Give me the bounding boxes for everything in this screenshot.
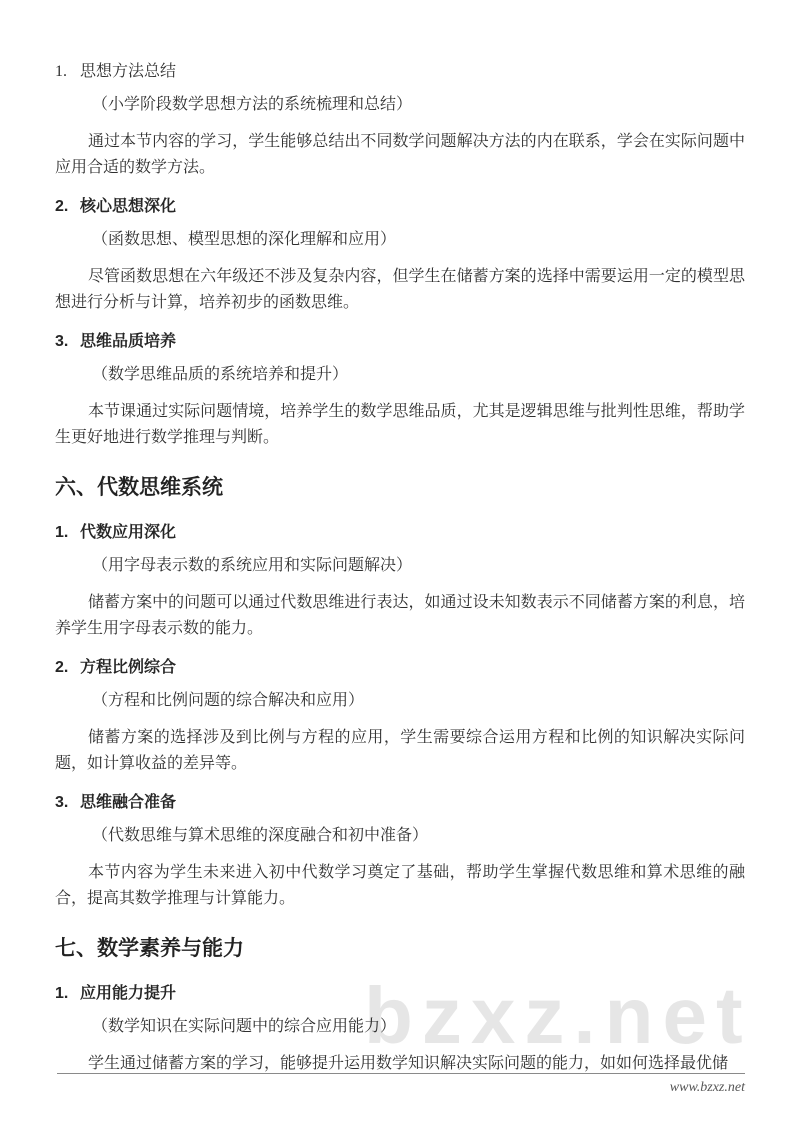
numbered-item <box>55 197 745 217</box>
numbered-item <box>55 984 745 1004</box>
item-number: 2. <box>55 198 69 215</box>
paragraph: 储蓄方案中的问题可以通过代数思维进行表达，如通过设未知数表示不同储蓄方案的利息，培养学生用字母表示数的能力。 <box>55 594 745 637</box>
numbered-item <box>55 332 745 352</box>
paren-note: （数学思维品质的系统培养和提升） <box>92 366 349 383</box>
numbered-item <box>55 62 745 82</box>
numbered-item <box>55 793 745 813</box>
item-title: 应用能力提升 <box>80 985 177 1002</box>
item-title: 思想方法总结 <box>80 63 177 80</box>
paren-note: （小学阶段数学思想方法的系统梳理和总结） <box>92 96 413 113</box>
paragraph: 储蓄方案的选择涉及到比例与方程的应用，学生需要综合运用方程和比例的知识解决实际问题，如计算收益的差异等。 <box>55 729 745 772</box>
item-number: 1. <box>55 524 69 541</box>
paragraph: 本节内容为学生未来进入初中代数学习奠定了基础，帮助学生掌握代数思维和算术思维的融合，提高其数学推理与计算能力。 <box>55 864 745 907</box>
paren-note: （代数思维与算术思维的深度融合和初中准备） <box>92 827 429 844</box>
item-title: 方程比例综合 <box>80 659 177 676</box>
paragraph: 尽管函数思想在六年级还不涉及复杂内容，但学生在储蓄方案的选择中需要运用一定的模型思想进行分析与计算，培养初步的函数思维。 <box>55 268 745 311</box>
paragraph: 学生通过储蓄方案的学习，能够提升运用数学知识解决实际问题的能力，如如何选择最优储 <box>88 1055 729 1072</box>
paragraph: 本节课通过实际问题情境，培养学生的数学思维品质，尤其是逻辑思维与批判性思维，帮助学生更好地进行数学推理与判断。 <box>55 403 745 446</box>
item-number: 1. <box>55 985 69 1002</box>
paren-note: （方程和比例问题的综合解决和应用） <box>92 692 365 709</box>
item-title: 思维品质培养 <box>80 333 177 350</box>
footer-rule <box>57 1073 745 1074</box>
section-heading: 六、代数思维系统 <box>55 476 223 499</box>
item-title: 代数应用深化 <box>80 524 177 541</box>
item-title: 核心思想深化 <box>80 198 177 215</box>
paren-note: （数学知识在实际问题中的综合应用能力） <box>92 1018 397 1035</box>
paren-note: （函数思想、模型思想的深化理解和应用） <box>92 231 397 248</box>
item-title: 思维融合准备 <box>80 794 177 811</box>
paren-note: （用字母表示数的系统应用和实际问题解决） <box>92 557 413 574</box>
footer-url: www.bzxz.net <box>669 1080 745 1095</box>
item-number: 2. <box>55 659 69 676</box>
item-number: 3. <box>55 333 69 350</box>
paragraph: 通过本节内容的学习，学生能够总结出不同数学问题解决方法的内在联系，学会在实际问题中应用合适的数学方法。 <box>55 133 745 176</box>
section-heading: 七、数学素养与能力 <box>55 937 244 960</box>
item-number: 1. <box>55 63 67 80</box>
watermark: bzxz.net <box>364 971 752 1060</box>
numbered-item <box>55 658 745 678</box>
item-number: 3. <box>55 794 69 811</box>
numbered-item <box>55 523 745 543</box>
